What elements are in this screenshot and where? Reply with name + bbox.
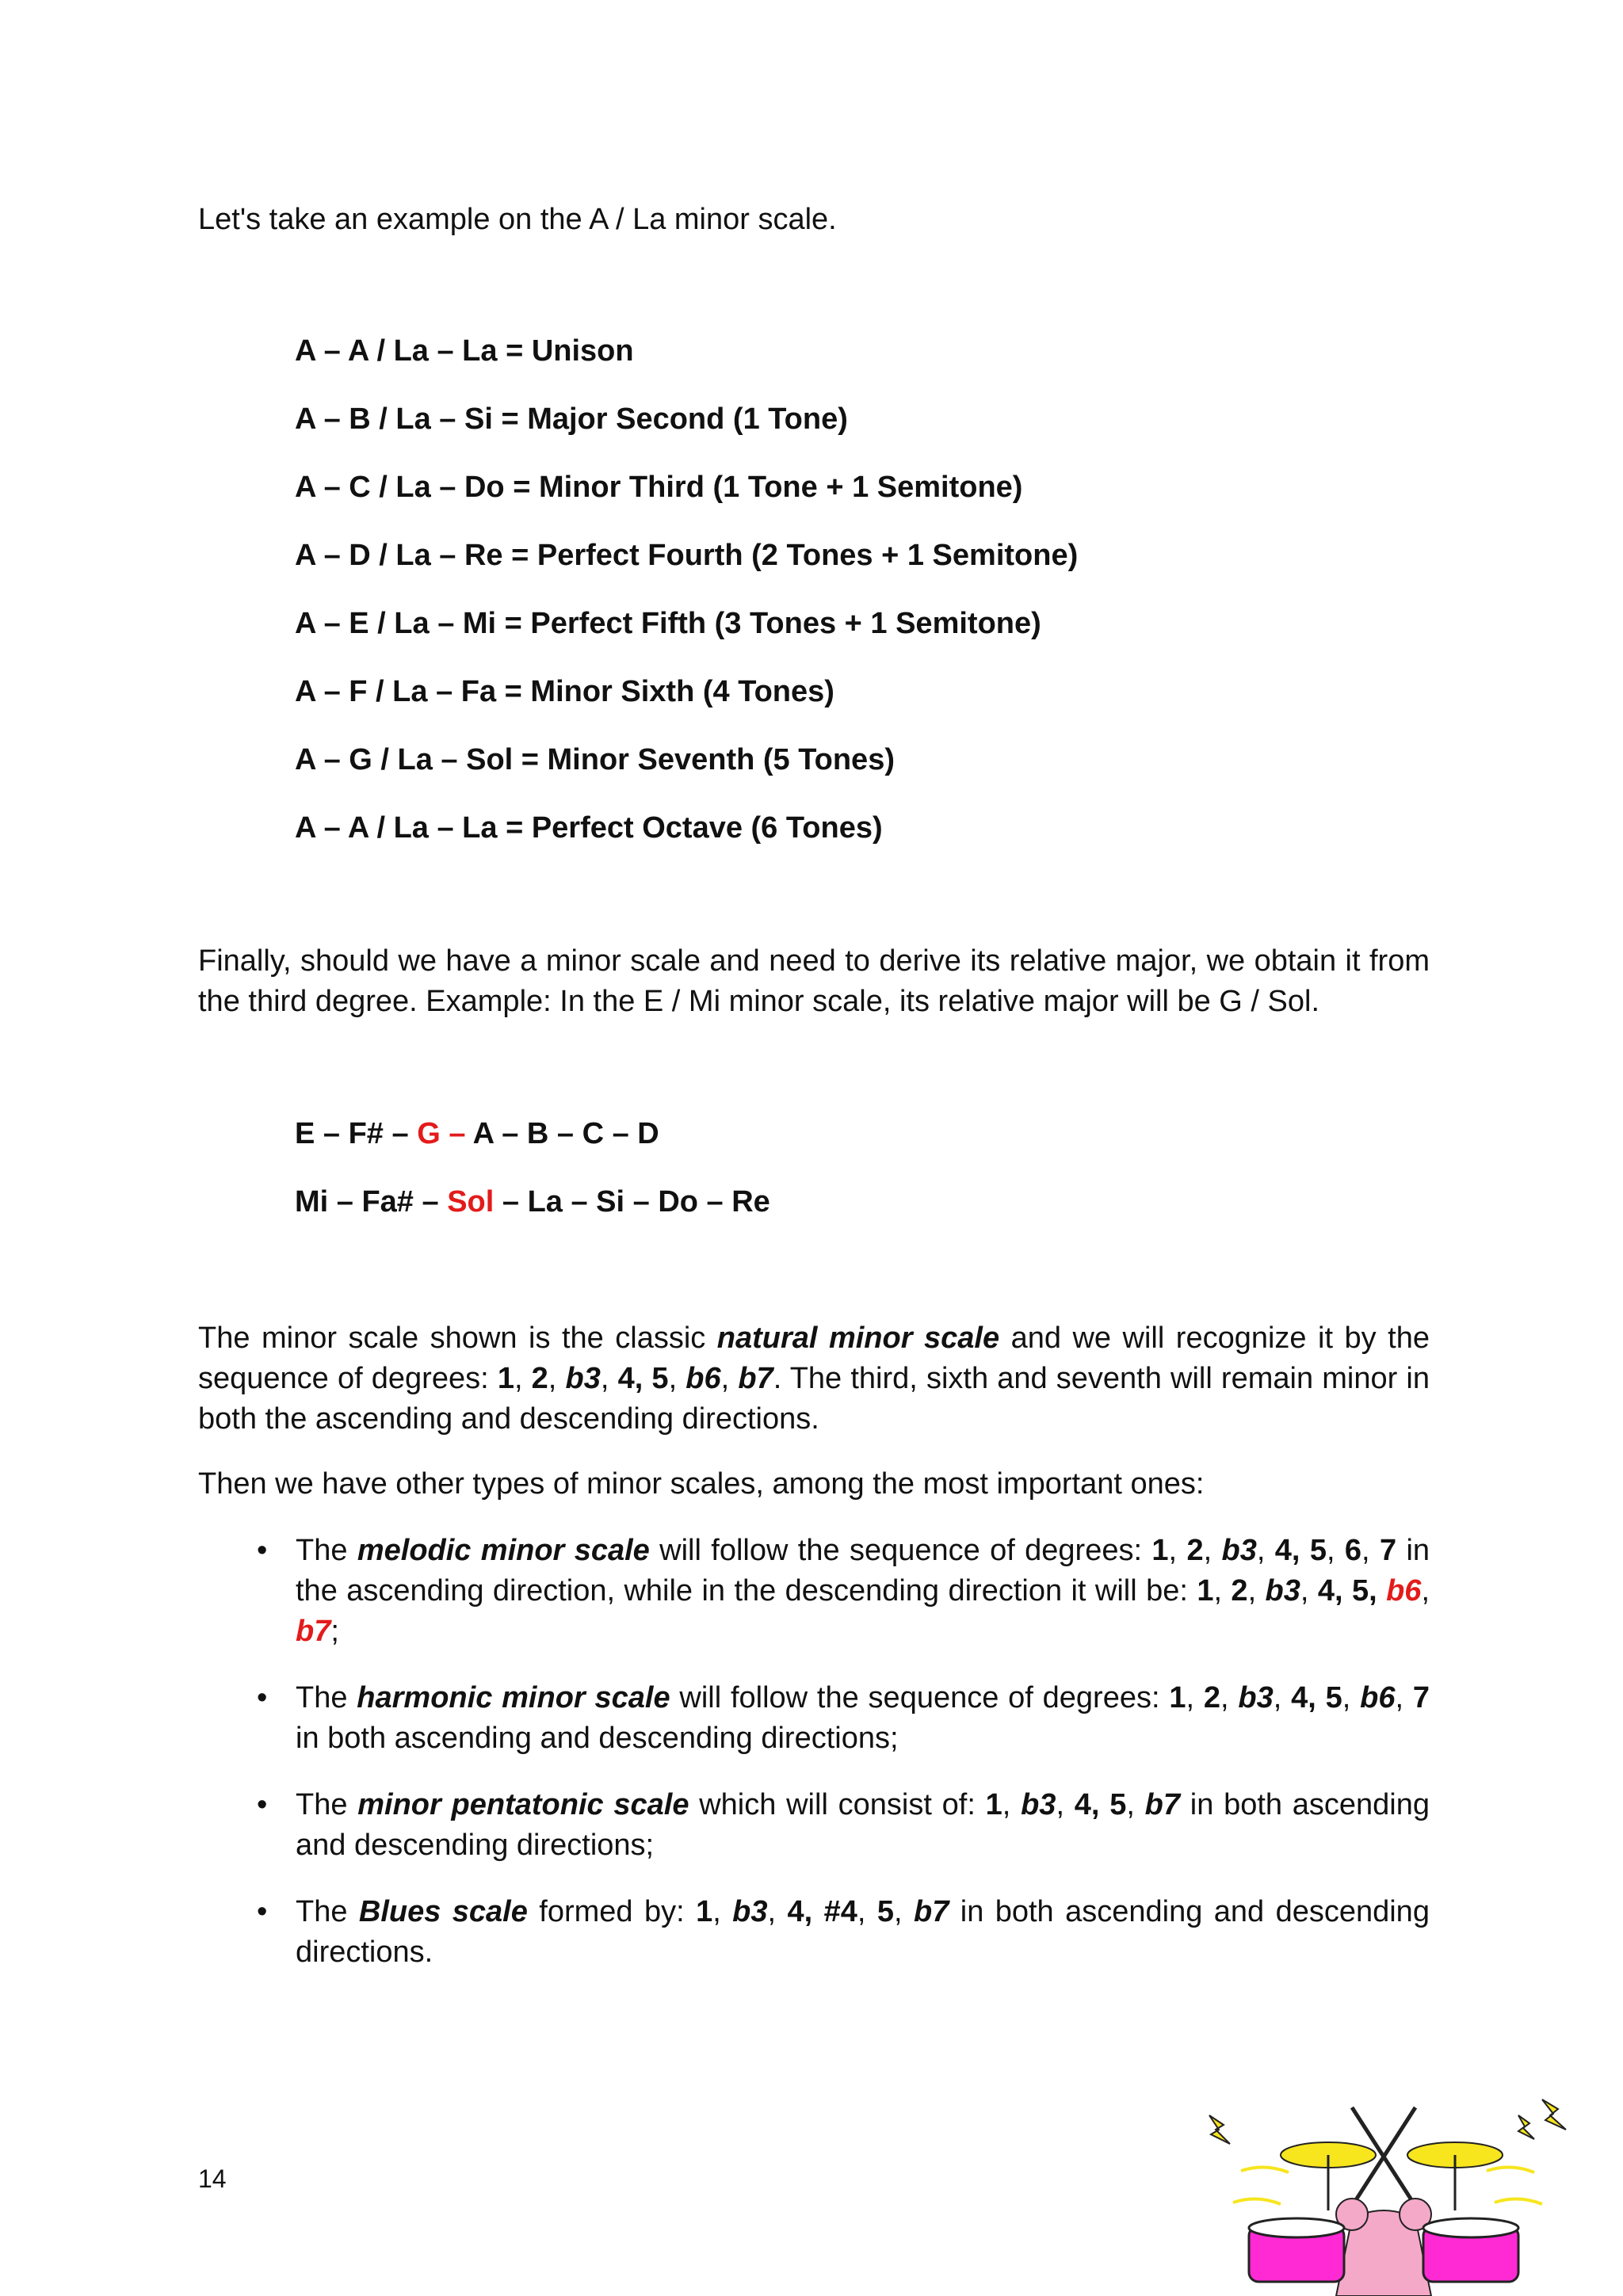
interval-item: A – A / La – La = Unison <box>295 334 634 368</box>
degree: 5 <box>651 1362 669 1395</box>
degree: 1 <box>497 1362 514 1395</box>
lightning-icon <box>1209 2115 1230 2144</box>
bullet-icon: • <box>257 1681 268 1714</box>
degree: 5 <box>1325 1681 1342 1714</box>
degree: #4 <box>823 1895 857 1928</box>
degree: 5 <box>1109 1788 1127 1821</box>
degree: 7 <box>1412 1681 1430 1714</box>
term-melodic-minor: melodic minor scale <box>357 1534 650 1567</box>
degree: 4, <box>617 1362 643 1395</box>
term-harmonic-minor: harmonic minor scale <box>357 1681 670 1714</box>
interval-item: A – D / La – Re = Perfect Fourth (2 Tones + 1 Semitone) <box>295 539 1079 572</box>
degree: b7 <box>738 1362 773 1395</box>
page-number: 14 <box>198 2164 227 2193</box>
relative-major-paragraph: Finally, should we have a minor scale and need to derive its relative major, we obtain it from the third degree. Example: In the E / Mi minor scale, its relative major will be G / Sol. <box>198 944 1430 1018</box>
interval-item: A – B / La – Si = Major Second (1 Tone) <box>295 402 848 436</box>
degree-highlight: b6 <box>1386 1574 1422 1608</box>
degree: b3 <box>565 1362 601 1395</box>
seq-text: – La – Si – Do – Re <box>494 1185 770 1219</box>
degree: 6 <box>1344 1534 1362 1567</box>
degree: 5 <box>1309 1534 1327 1567</box>
interval-item: A – E / La – Mi = Perfect Fifth (3 Tones + 1 Semitone) <box>295 607 1041 640</box>
degree: b3 <box>1265 1574 1300 1608</box>
text: in both ascending and descending directions; <box>296 1722 899 1755</box>
degree: b3 <box>732 1895 768 1928</box>
text: ; <box>330 1615 339 1648</box>
list-item-blues: • The Blues scale formed by: 1, b3, 4, #4, 5, b7 in both ascending and descending directions. <box>252 1892 1430 1973</box>
interval-item: A – A / La – La = Perfect Octave (6 Tones) <box>295 811 883 845</box>
degree: 5, <box>1351 1574 1377 1608</box>
bullet-icon: • <box>257 1534 268 1567</box>
seq-highlight: G – <box>417 1117 473 1150</box>
degree: 1 <box>1197 1574 1214 1608</box>
interval-item: A – C / La – Do = Minor Third (1 Tone + 1 Semitone) <box>295 471 1023 504</box>
text: The minor scale shown is the classic <box>198 1322 717 1355</box>
seq-text: E – F# – <box>295 1117 418 1150</box>
degree: 4, <box>1274 1534 1300 1567</box>
text: will follow the sequence of degrees: <box>670 1681 1170 1714</box>
list-item-harmonic: • The harmonic minor scale will follow the sequence of degrees: 1, 2, b3, 4, 5, b6, 7 in both ascending and descending directions; <box>252 1678 1430 1759</box>
drummer-illustration-icon <box>1193 2084 1574 2296</box>
degree: 2 <box>1203 1681 1220 1714</box>
term-blues-scale: Blues scale <box>358 1895 528 1928</box>
degree: 1 <box>1151 1534 1169 1567</box>
term-minor-pentatonic: minor pentatonic scale <box>357 1788 689 1821</box>
text: and we will recognize it by the sequence of degrees: <box>198 1322 1430 1395</box>
degree: 7 <box>1379 1534 1397 1567</box>
text: in both ascending and descending directions. <box>296 1895 1430 1969</box>
natural-minor-paragraph: The minor scale shown is the classic natural minor scale and we will recognize it by the sequence of degrees: 1, 2, b3, 4, 5, b6, b7. The third, sixth and seventh will remain minor in both the ascending and descending directions. <box>198 1322 1430 1436</box>
degree: b3 <box>1221 1534 1257 1567</box>
degree: b3 <box>1238 1681 1274 1714</box>
text: in the ascending direction, while in the descending direction it will be: <box>296 1534 1430 1608</box>
text: The <box>296 1895 359 1928</box>
degree: b3 <box>1021 1788 1056 1821</box>
text: formed by: <box>527 1895 697 1928</box>
other-scales-intro: Then we have other types of minor scales, among the most important ones: <box>198 1467 1205 1501</box>
degree: 4, <box>787 1895 813 1928</box>
degree: 4, <box>1074 1788 1100 1821</box>
text: in both ascending and descending directions; <box>296 1788 1430 1862</box>
sequence-solfege <box>295 1182 770 1250</box>
degree: b7 <box>913 1895 949 1928</box>
degree: 1 <box>696 1895 713 1928</box>
degree: b7 <box>1144 1788 1181 1821</box>
degree: b6 <box>685 1362 721 1395</box>
degree: 2 <box>531 1362 548 1395</box>
degree-highlight: b7 <box>296 1615 331 1648</box>
term-natural-minor: natural minor scale <box>716 1322 1000 1355</box>
seq-text: Mi – Fa# – <box>295 1185 448 1219</box>
text: The <box>296 1534 357 1567</box>
lightning-icon <box>1542 2100 1566 2130</box>
list-item-melodic: • The melodic minor scale will follow the sequence of degrees: 1, 2, b3, 4, 5, 6, 7 in the ascending direction, while in the descending direction it will be: 1, 2, b3, 4, 5, b6, b7; <box>252 1531 1430 1652</box>
degree: 5 <box>876 1895 895 1928</box>
bullet-icon: • <box>257 1788 268 1821</box>
degree: b6 <box>1360 1681 1396 1714</box>
seq-text: A – B – C – D <box>472 1117 659 1150</box>
text: . The third, sixth and seventh will remain minor in both the ascending and descending directions. <box>198 1362 1430 1436</box>
degree: 4, <box>1317 1574 1343 1608</box>
list-item-pentatonic: • The minor pentatonic scale which will consist of: 1, b3, 4, 5, b7 in both ascending and descending directions; <box>252 1785 1430 1866</box>
seq-highlight: Sol <box>447 1185 495 1219</box>
interval-item: A – F / La – Fa = Minor Sixth (4 Tones) <box>295 675 834 708</box>
sequence-letters <box>295 1114 770 1182</box>
text: which will consist of: <box>689 1788 986 1821</box>
text: The <box>296 1788 358 1821</box>
bullet-icon: • <box>257 1895 268 1928</box>
interval-list <box>295 331 1078 876</box>
interval-item: A – G / La – Sol = Minor Seventh (5 Tones) <box>295 743 895 776</box>
degree: 1 <box>985 1788 1002 1821</box>
text: will follow the sequence of degrees: <box>649 1534 1152 1567</box>
degree: 1 <box>1169 1681 1186 1714</box>
lightning-icon <box>1518 2115 1534 2139</box>
degree: 2 <box>1231 1574 1248 1608</box>
degree: 4, <box>1291 1681 1316 1714</box>
degree: 2 <box>1186 1534 1204 1567</box>
relative-major-sequence <box>295 1114 770 1250</box>
minor-scale-types-list <box>252 1531 1430 1999</box>
intro-text: Let's take an example on the A / La minor scale. <box>198 203 837 236</box>
text: The <box>296 1681 357 1714</box>
